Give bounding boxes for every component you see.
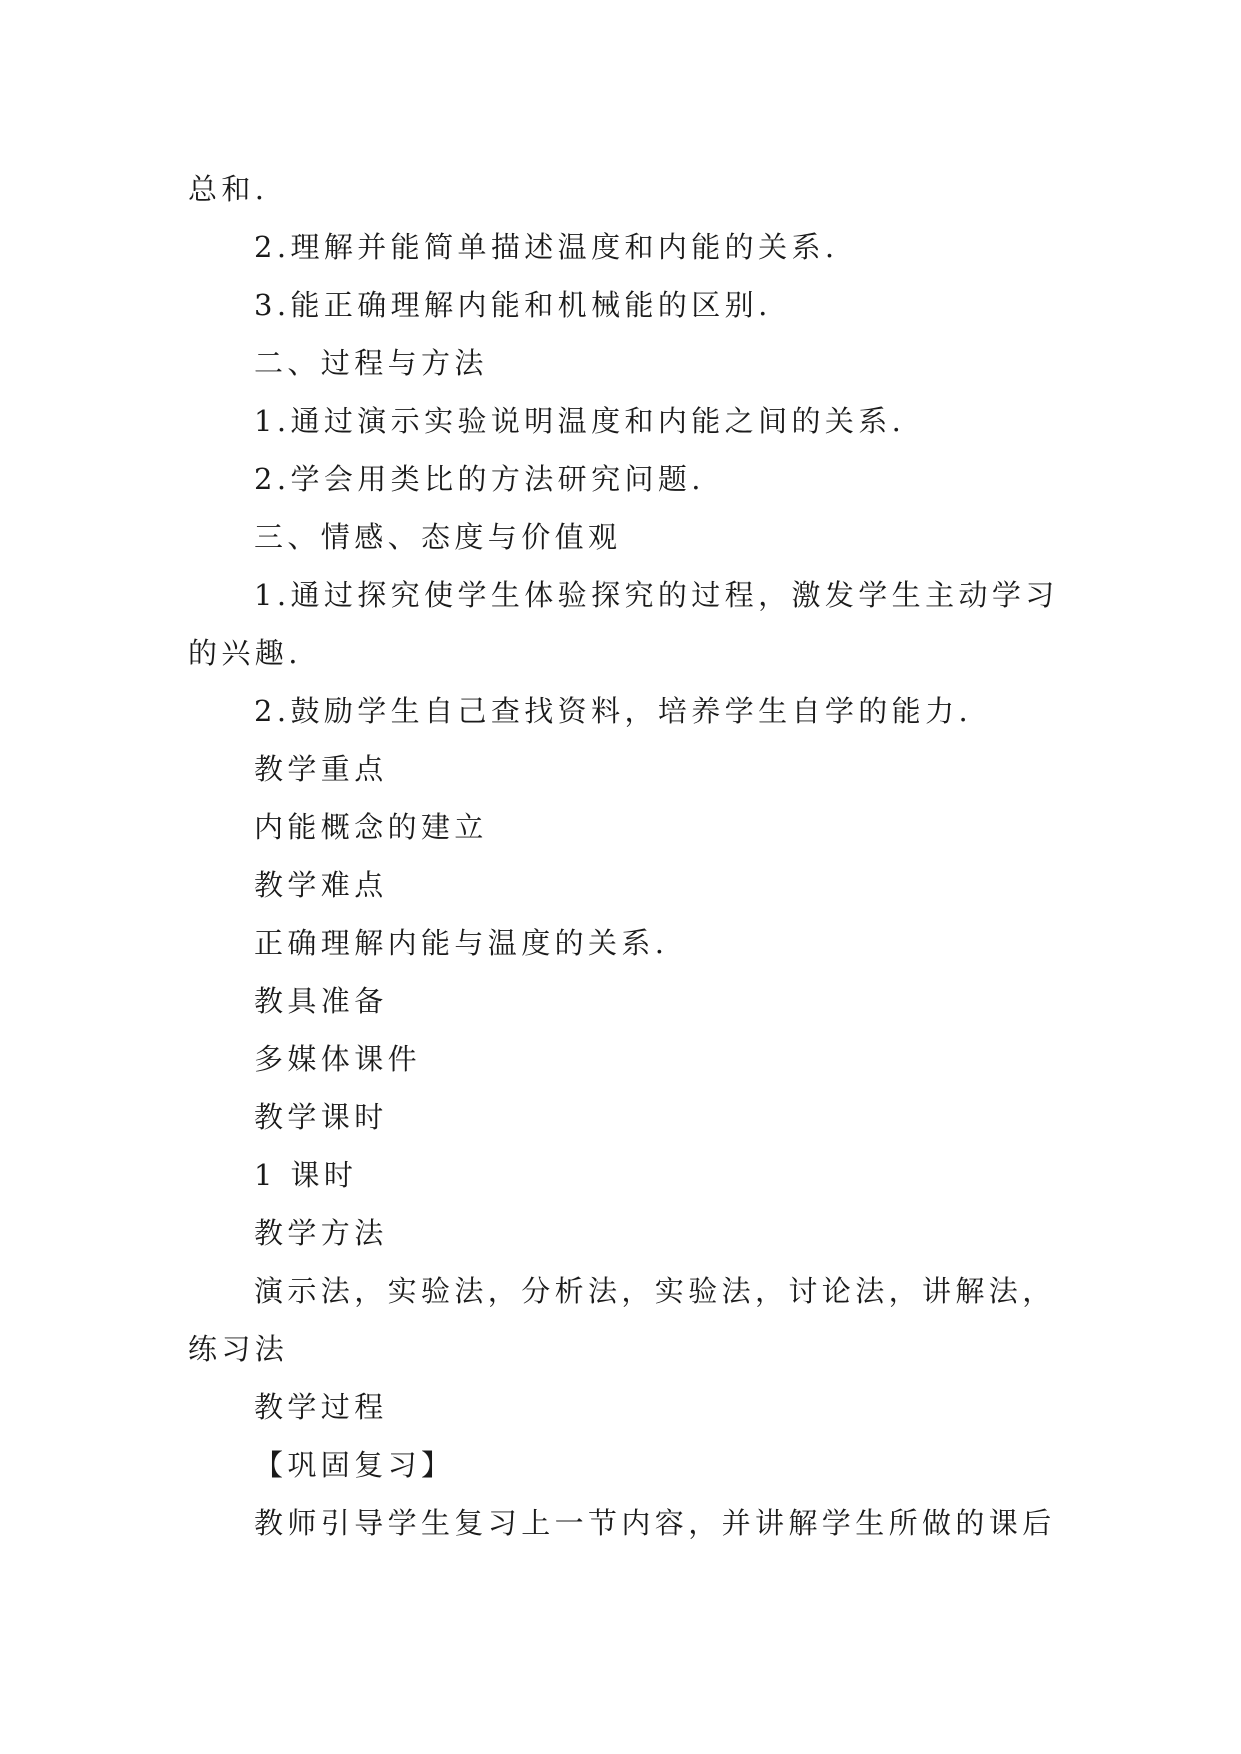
body-line: 正确理解内能与温度的关系.: [254, 926, 669, 960]
section-heading: 教具准备: [254, 984, 388, 1018]
section-heading: 教学方法: [254, 1216, 388, 1250]
body-line: 1 课时: [254, 1158, 358, 1192]
body-line: 的兴趣.: [188, 636, 302, 670]
body-line: 多媒体课件: [254, 1042, 422, 1076]
section-heading: 教学课时: [254, 1100, 388, 1134]
body-line: 总和.: [188, 172, 269, 206]
body-line: 1.通过探究使学生体验探究的过程，激发学生主动学习: [254, 578, 1059, 612]
body-line: 1.通过演示实验说明温度和内能之间的关系.: [254, 404, 906, 438]
body-line: 3.能正确理解内能和机械能的区别.: [254, 288, 772, 322]
section-heading: 三、情感、态度与价值观: [254, 520, 622, 554]
document-body: [188, 160, 1068, 1552]
section-heading: 教学难点: [254, 868, 388, 902]
body-line: 2.理解并能简单描述温度和内能的关系.: [254, 230, 839, 264]
body-line: 练习法: [188, 1332, 289, 1366]
body-line: 2.鼓励学生自己查找资料，培养学生自学的能力.: [254, 694, 973, 728]
section-heading: 二、过程与方法: [254, 346, 488, 380]
body-line: 2.学会用类比的方法研究问题.: [254, 462, 705, 496]
body-line: 内能概念的建立: [254, 810, 488, 844]
body-line: 演示法，实验法，分析法，实验法，讨论法，讲解法，: [254, 1274, 1056, 1308]
section-heading: 教学过程: [254, 1390, 388, 1424]
body-line: 教师引导学生复习上一节内容，并讲解学生所做的课后: [254, 1506, 1056, 1540]
section-heading: 教学重点: [254, 752, 388, 786]
section-heading: 【巩固复习】: [254, 1448, 455, 1482]
